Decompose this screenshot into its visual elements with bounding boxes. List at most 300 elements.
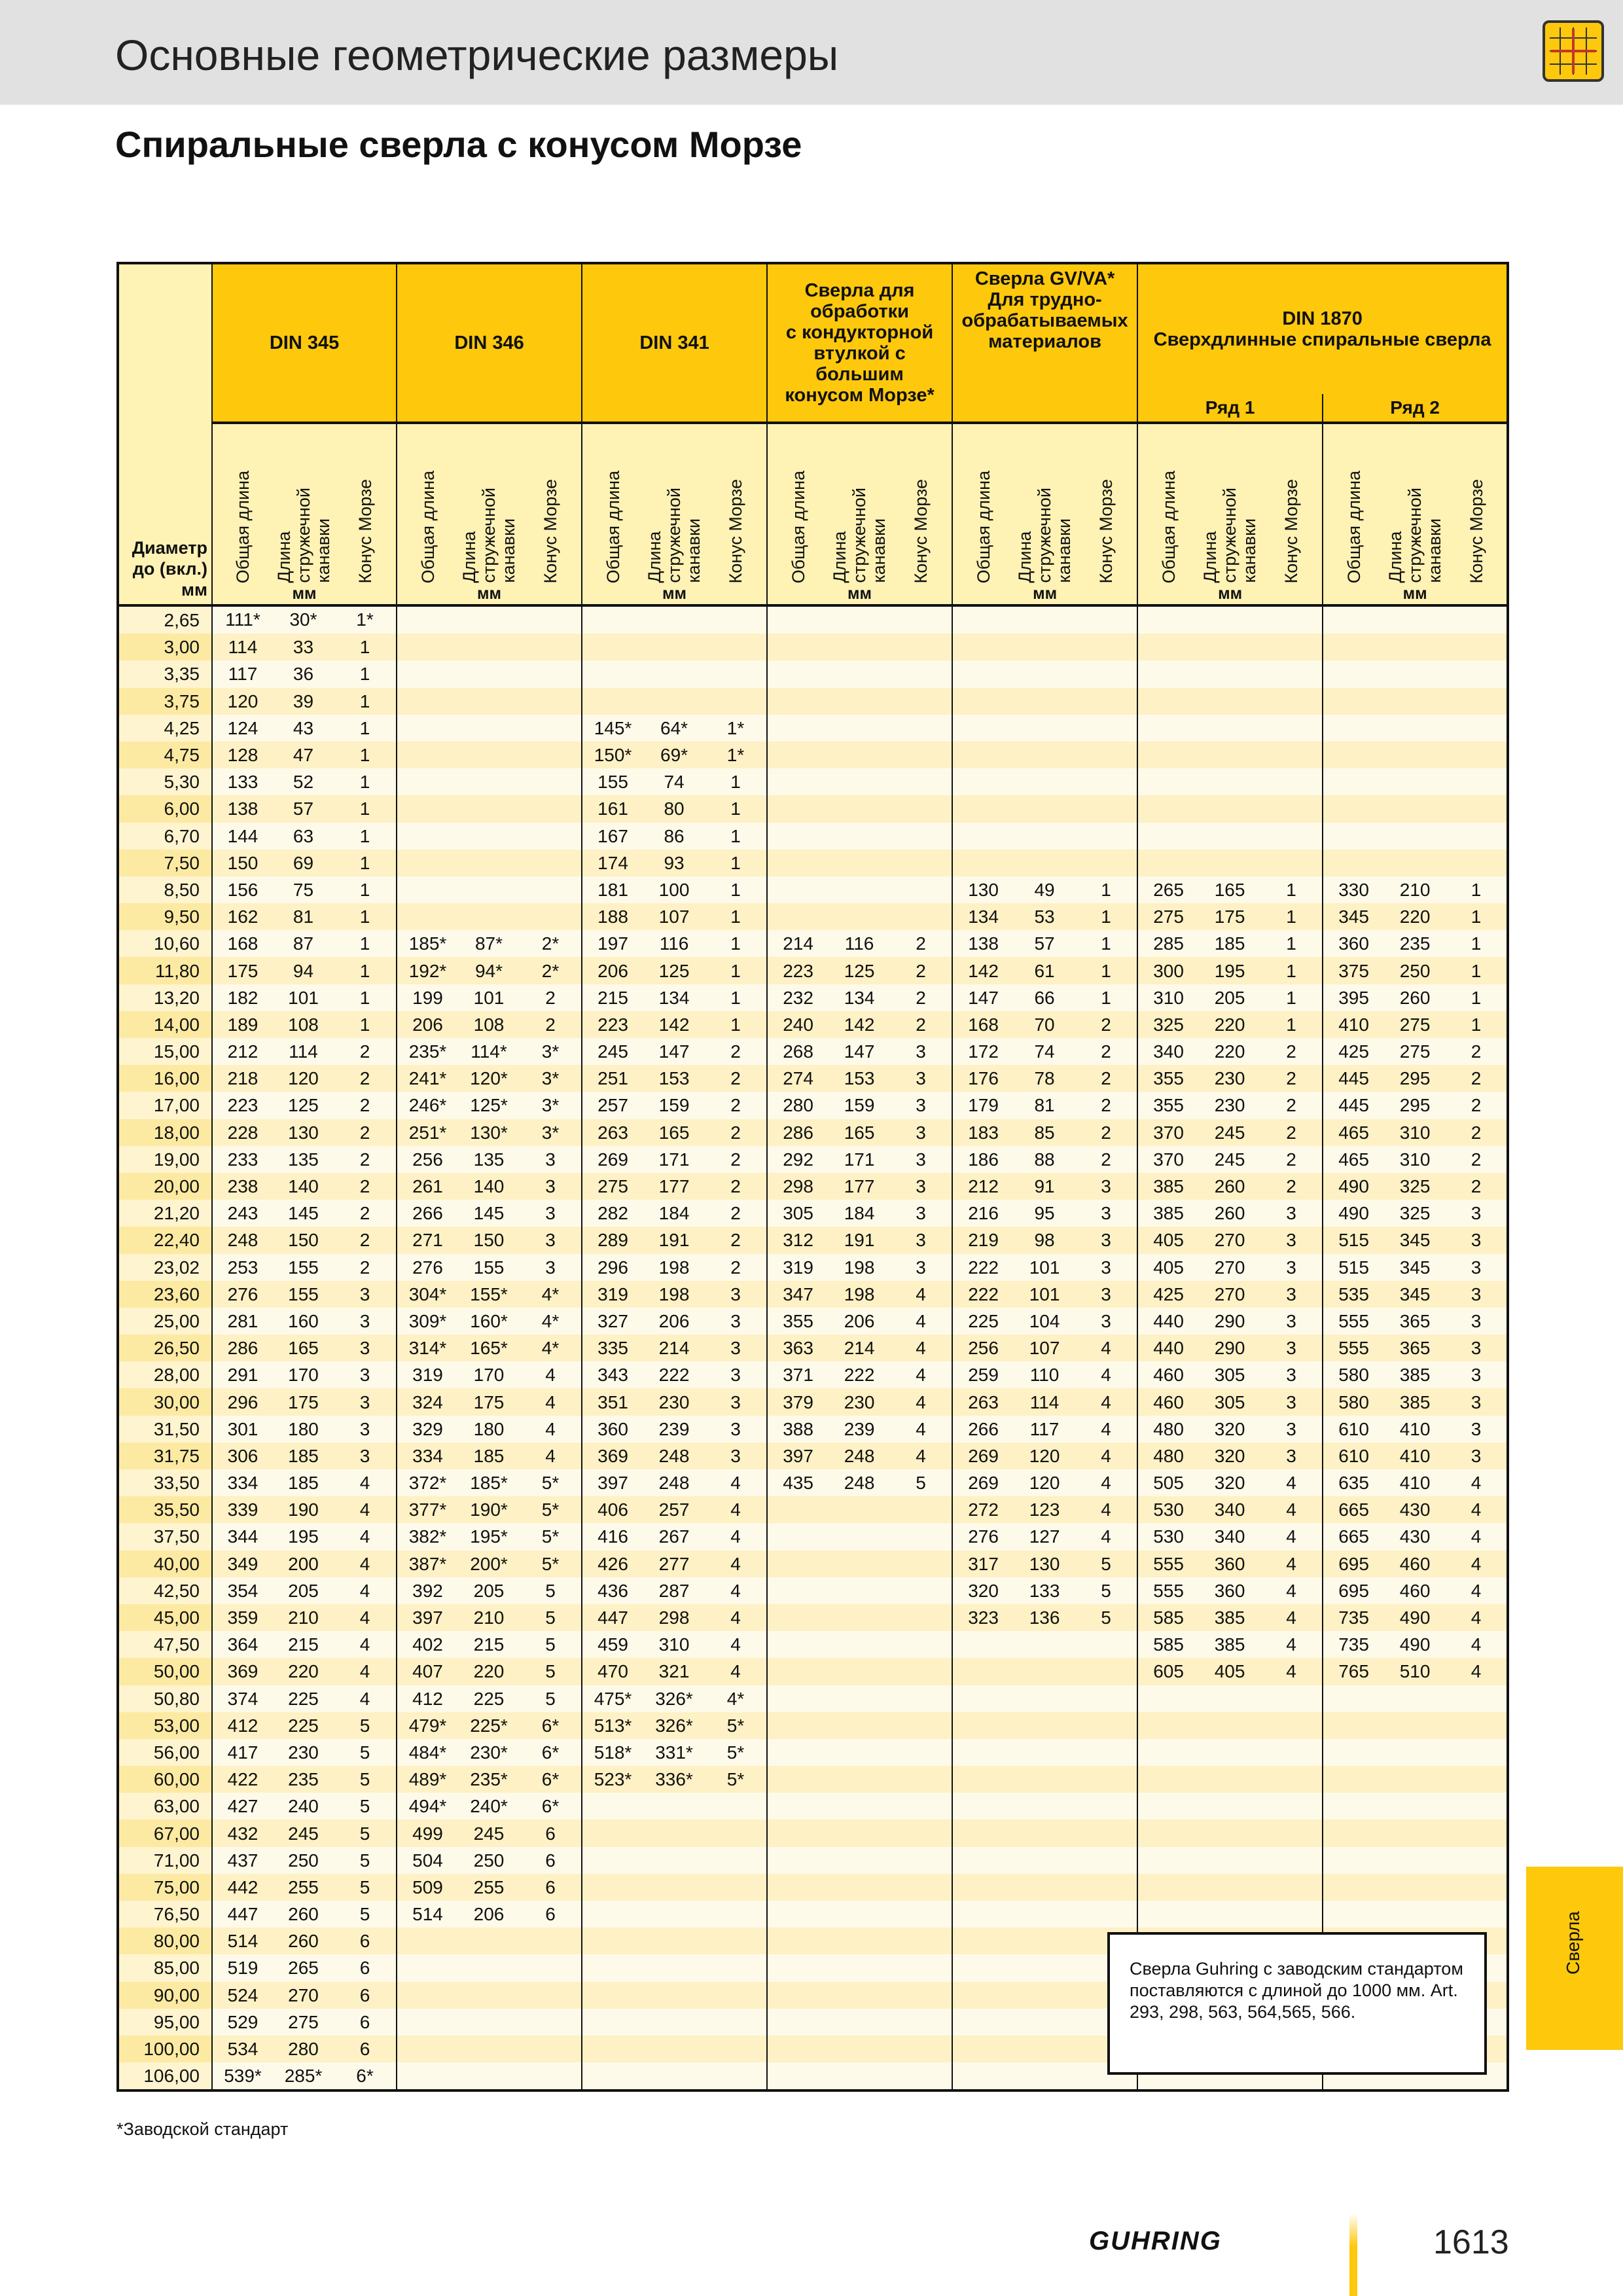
table-row (118, 903, 1508, 930)
value-cell: 156 (212, 876, 273, 903)
value-cell: 319 (397, 1361, 458, 1388)
table-row (118, 1766, 1508, 1793)
value-cell (582, 660, 643, 687)
value-cell: 2 (1446, 1119, 1508, 1146)
value-cell: 2 (1075, 1119, 1137, 1146)
value-cell: 3 (890, 1227, 952, 1253)
value-cell: 1 (1075, 876, 1137, 903)
value-cell (1014, 1982, 1075, 2009)
group-title: Сверхдлинные спиральные сверла (1153, 329, 1491, 350)
value-cell: 3 (1260, 1254, 1323, 1281)
value-cell: 168 (212, 930, 273, 957)
value-cell (397, 634, 458, 660)
diameter-cell: 21,20 (118, 1200, 212, 1227)
value-cell (520, 1982, 582, 2009)
value-cell: 490 (1323, 1200, 1384, 1227)
value-cell (705, 1954, 767, 1981)
value-cell: 4 (1260, 1577, 1323, 1604)
value-cell (1137, 688, 1199, 715)
value-cell (1323, 850, 1384, 876)
value-cell: 275 (582, 1173, 643, 1200)
value-cell (829, 1577, 890, 1604)
value-cell (829, 2009, 890, 2036)
col-header-text: Конус Морзе (541, 478, 561, 583)
group-title: материалов (988, 331, 1101, 352)
value-cell: 3 (1260, 1361, 1323, 1388)
value-cell: 155 (582, 768, 643, 795)
value-cell: 98 (1014, 1227, 1075, 1253)
value-cell: 61 (1014, 957, 1075, 984)
value-cell: 182 (212, 984, 273, 1011)
value-cell: 3 (334, 1308, 397, 1335)
value-cell (1199, 768, 1260, 795)
value-cell (643, 1874, 705, 1901)
col-header-flute-length (1384, 423, 1446, 583)
value-cell: 345 (1384, 1254, 1446, 1281)
value-cell: 49 (1014, 876, 1075, 903)
value-cell (1137, 634, 1199, 660)
value-cell (1014, 715, 1075, 742)
value-cell (890, 1901, 952, 1928)
value-cell: 260 (1199, 1173, 1260, 1200)
value-cell (890, 1685, 952, 1712)
table-row (118, 1523, 1508, 1550)
col-header-total-length (767, 423, 829, 583)
value-cell (890, 1954, 952, 1981)
value-cell: 256 (397, 1146, 458, 1173)
value-cell: 4* (520, 1308, 582, 1335)
value-cell (1075, 742, 1137, 768)
value-cell: 274 (767, 1065, 829, 1092)
value-cell: 324 (397, 1388, 458, 1415)
value-cell (890, 1496, 952, 1523)
col-header-line: канавки (684, 518, 704, 583)
value-cell: 3 (1446, 1416, 1508, 1443)
value-cell (952, 1874, 1014, 1901)
value-cell (829, 768, 890, 795)
value-cell (582, 1928, 643, 1954)
value-cell: 370 (1137, 1119, 1199, 1146)
value-cell: 479* (397, 1712, 458, 1739)
value-cell: 329 (397, 1416, 458, 1443)
value-cell: 412 (212, 1712, 273, 1739)
diameter-cell: 18,00 (118, 1119, 212, 1146)
value-cell: 406 (582, 1496, 643, 1523)
value-cell: 339 (212, 1496, 273, 1523)
value-cell (1323, 795, 1384, 822)
value-cell (829, 850, 890, 876)
value-cell: 81 (273, 903, 334, 930)
value-cell: 125 (273, 1092, 334, 1119)
value-cell: 534 (212, 2036, 273, 2062)
value-cell (582, 1820, 643, 1846)
col-header-line: Длина (645, 531, 665, 583)
value-cell: 75 (273, 876, 334, 903)
value-cell: 170 (273, 1361, 334, 1388)
value-cell (890, 605, 952, 634)
value-cell (1384, 850, 1446, 876)
value-cell: 2 (1446, 1038, 1508, 1065)
value-cell: 124 (212, 715, 273, 742)
value-cell: 223 (212, 1092, 273, 1119)
value-cell: 5 (334, 1874, 397, 1901)
value-cell: 265 (1137, 876, 1199, 903)
value-cell (643, 1820, 705, 1846)
value-cell: 402 (397, 1631, 458, 1658)
value-cell (520, 2036, 582, 2062)
value-cell: 1 (334, 634, 397, 660)
value-cell: 63 (273, 823, 334, 850)
value-cell: 5 (334, 1793, 397, 1820)
value-cell (829, 1658, 890, 1685)
value-cell: 321 (643, 1658, 705, 1685)
table-row (118, 1631, 1508, 1658)
value-cell: 1 (705, 850, 767, 876)
value-cell: 3 (1260, 1200, 1323, 1227)
value-cell: 426 (582, 1551, 643, 1577)
value-cell: 5 (520, 1631, 582, 1658)
value-cell: 509 (397, 1874, 458, 1901)
value-cell: 513* (582, 1712, 643, 1739)
value-cell: 235 (1384, 930, 1446, 957)
value-cell: 2 (520, 984, 582, 1011)
value-cell: 130 (273, 1119, 334, 1146)
value-cell (397, 605, 458, 634)
value-cell (952, 1901, 1014, 1928)
unit-label: мм (397, 583, 582, 605)
brand-logo: GUHRING (1089, 2227, 1222, 2255)
value-cell: 3 (1075, 1173, 1137, 1200)
value-cell: 206 (829, 1308, 890, 1335)
value-cell: 5 (520, 1604, 582, 1631)
value-cell: 116 (829, 930, 890, 957)
value-cell: 3 (334, 1388, 397, 1415)
value-cell: 6 (334, 1954, 397, 1981)
value-cell: 177 (643, 1173, 705, 1200)
value-cell: 230 (1199, 1065, 1260, 1092)
value-cell (1384, 634, 1446, 660)
value-cell: 6* (520, 1712, 582, 1739)
value-cell (952, 1954, 1014, 1981)
value-cell: 518* (582, 1739, 643, 1766)
value-cell: 256 (952, 1335, 1014, 1361)
value-cell (829, 1954, 890, 1981)
value-cell: 225 (952, 1308, 1014, 1335)
value-cell: 3 (705, 1308, 767, 1335)
value-cell: 257 (582, 1092, 643, 1119)
value-cell (1014, 742, 1075, 768)
value-cell (582, 1847, 643, 1874)
value-cell: 230 (1199, 1092, 1260, 1119)
value-cell: 6* (520, 1766, 582, 1793)
value-cell (829, 742, 890, 768)
value-cell: 285* (273, 2062, 334, 2090)
value-cell: 1 (1260, 984, 1323, 1011)
value-cell: 130 (1014, 1551, 1075, 1577)
value-cell: 435 (767, 1469, 829, 1496)
value-cell: 4 (1075, 1496, 1137, 1523)
table-row (118, 1308, 1508, 1335)
value-cell (705, 2062, 767, 2090)
value-cell (1199, 1793, 1260, 1820)
diameter-cell: 13,20 (118, 984, 212, 1011)
value-cell (1199, 742, 1260, 768)
value-cell: 260 (1199, 1200, 1260, 1227)
group-title: DIN 345 (269, 332, 340, 353)
value-cell (1260, 1901, 1323, 1928)
value-cell: 325 (1384, 1173, 1446, 1200)
value-cell: 268 (767, 1038, 829, 1065)
value-cell: 2 (1075, 1146, 1137, 1173)
value-cell (643, 1901, 705, 1928)
value-cell: 3 (1260, 1443, 1323, 1469)
value-cell (1137, 1874, 1199, 1901)
value-cell: 111* (212, 605, 273, 634)
value-cell: 101 (458, 984, 520, 1011)
value-cell: 494* (397, 1793, 458, 1820)
value-cell: 2* (520, 930, 582, 957)
value-cell: 191 (643, 1227, 705, 1253)
value-cell: 165 (1199, 876, 1260, 903)
col-header-line: стружечной (1405, 488, 1425, 583)
col-header-text: Общая длина (603, 470, 623, 583)
value-cell: 218 (212, 1065, 273, 1092)
value-cell (829, 660, 890, 687)
value-cell (458, 823, 520, 850)
diameter-cell: 60,00 (118, 1766, 212, 1793)
value-cell (890, 903, 952, 930)
value-cell: 295 (1384, 1092, 1446, 1119)
value-cell: 385 (1137, 1173, 1199, 1200)
value-cell: 250 (458, 1847, 520, 1874)
value-cell: 5 (334, 1820, 397, 1846)
footnote: *Заводской стандарт (116, 2119, 289, 2139)
value-cell (767, 715, 829, 742)
value-cell: 6 (334, 2009, 397, 2036)
value-cell: 142 (952, 957, 1014, 984)
value-cell (520, 876, 582, 903)
col-header-line: Длина (459, 531, 480, 583)
value-cell: 371 (767, 1361, 829, 1388)
value-cell: 1 (334, 850, 397, 876)
value-cell: 5 (334, 1901, 397, 1928)
value-cell (767, 1901, 829, 1928)
value-cell (1384, 1712, 1446, 1739)
table-row (118, 1604, 1508, 1631)
value-cell: 222 (829, 1361, 890, 1388)
value-cell: 430 (1384, 1496, 1446, 1523)
value-cell: 114 (212, 634, 273, 660)
value-cell (1446, 605, 1508, 634)
col-header-text: Общая длина (1344, 470, 1364, 583)
value-cell: 3 (890, 1173, 952, 1200)
value-cell (643, 660, 705, 687)
value-cell: 4 (334, 1658, 397, 1685)
value-cell: 167 (582, 823, 643, 850)
value-cell (1384, 715, 1446, 742)
value-cell (952, 605, 1014, 634)
value-cell (520, 768, 582, 795)
value-cell: 195 (1199, 957, 1260, 984)
value-cell: 515 (1323, 1254, 1384, 1281)
col-header-flute-length (1014, 423, 1075, 583)
value-cell: 220 (1199, 1038, 1260, 1065)
value-cell (952, 1766, 1014, 1793)
value-cell: 228 (212, 1119, 273, 1146)
value-cell: 405 (1137, 1254, 1199, 1281)
table-row (118, 1065, 1508, 1092)
value-cell (520, 903, 582, 930)
table-row (118, 1146, 1508, 1173)
value-cell (1199, 660, 1260, 687)
value-cell (890, 768, 952, 795)
value-cell (767, 1604, 829, 1631)
value-cell (890, 1982, 952, 2009)
value-cell: 3 (1075, 1227, 1137, 1253)
value-cell: 430 (1384, 1523, 1446, 1550)
value-cell (1014, 2062, 1075, 2090)
value-cell: 3 (705, 1281, 767, 1308)
value-cell: 199 (397, 984, 458, 1011)
value-cell (520, 605, 582, 634)
value-cell: 6 (520, 1847, 582, 1874)
table-row (118, 1469, 1508, 1496)
value-cell: 309* (397, 1308, 458, 1335)
value-cell (1384, 768, 1446, 795)
value-cell (1137, 768, 1199, 795)
value-cell (397, 768, 458, 795)
value-cell (1137, 605, 1199, 634)
value-cell: 220 (1199, 1011, 1260, 1038)
value-cell (1075, 1901, 1137, 1928)
value-cell: 465 (1323, 1119, 1384, 1146)
value-cell (582, 1901, 643, 1928)
value-cell: 94 (273, 957, 334, 984)
diameter-cell: 40,00 (118, 1551, 212, 1577)
value-cell: 220 (1384, 903, 1446, 930)
value-cell (1384, 605, 1446, 634)
value-cell: 4 (1446, 1658, 1508, 1685)
value-cell (1323, 1901, 1384, 1928)
value-cell (397, 876, 458, 903)
value-cell: 5* (520, 1469, 582, 1496)
value-cell: 270 (1199, 1227, 1260, 1253)
value-cell: 240 (273, 1793, 334, 1820)
value-cell: 2 (705, 1227, 767, 1253)
value-cell: 248 (829, 1469, 890, 1496)
value-cell: 735 (1323, 1631, 1384, 1658)
value-cell: 230 (273, 1739, 334, 1766)
spec-table-wrapper (116, 262, 1507, 2109)
value-cell: 397 (582, 1469, 643, 1496)
value-cell (1199, 634, 1260, 660)
value-cell (767, 2036, 829, 2062)
value-cell: 459 (582, 1631, 643, 1658)
value-cell: 2 (334, 1065, 397, 1092)
value-cell (829, 1982, 890, 2009)
value-cell (829, 2062, 890, 2090)
value-cell: 3 (334, 1416, 397, 1443)
value-cell (1014, 768, 1075, 795)
value-cell: 2 (1260, 1146, 1323, 1173)
value-cell: 519 (212, 1954, 273, 1981)
value-cell: 1 (705, 903, 767, 930)
value-cell: 176 (952, 1065, 1014, 1092)
value-cell: 235 (273, 1766, 334, 1793)
value-cell: 243 (212, 1200, 273, 1227)
value-cell (1137, 1766, 1199, 1793)
value-cell: 134 (643, 984, 705, 1011)
value-cell: 155 (273, 1254, 334, 1281)
diameter-cell: 7,50 (118, 850, 212, 876)
value-cell: 3 (1446, 1361, 1508, 1388)
value-cell: 1 (1446, 984, 1508, 1011)
value-cell (1446, 795, 1508, 822)
value-cell (1014, 1631, 1075, 1658)
table-row (118, 1388, 1508, 1415)
value-cell: 344 (212, 1523, 273, 1550)
value-cell: 162 (212, 903, 273, 930)
table-row (118, 768, 1508, 795)
value-cell: 198 (643, 1254, 705, 1281)
value-cell: 3 (520, 1146, 582, 1173)
value-cell (952, 1982, 1014, 2009)
value-cell (1075, 715, 1137, 742)
value-cell: 3 (705, 1416, 767, 1443)
value-cell: 269 (952, 1469, 1014, 1496)
value-cell (890, 823, 952, 850)
value-cell (890, 634, 952, 660)
value-cell: 385 (1199, 1604, 1260, 1631)
value-cell (1260, 1793, 1323, 1820)
value-cell: 230 (643, 1388, 705, 1415)
value-cell (458, 634, 520, 660)
value-cell: 70 (1014, 1011, 1075, 1038)
value-cell: 2 (1260, 1173, 1323, 1200)
table-row (118, 1793, 1508, 1820)
table-row (118, 823, 1508, 850)
value-cell (767, 1739, 829, 1766)
value-cell (1075, 1820, 1137, 1846)
value-cell: 405 (1199, 1658, 1260, 1685)
value-cell: 147 (829, 1038, 890, 1065)
diameter-cell: 14,00 (118, 1011, 212, 1038)
value-cell (1199, 1874, 1260, 1901)
value-cell: 4 (1260, 1496, 1323, 1523)
value-cell: 5 (520, 1658, 582, 1685)
value-cell: 3 (705, 1335, 767, 1361)
value-cell: 3 (890, 1254, 952, 1281)
value-cell: 222 (952, 1281, 1014, 1308)
value-cell (520, 715, 582, 742)
value-cell (1384, 1739, 1446, 1766)
value-cell (1323, 742, 1384, 768)
value-cell (1446, 1874, 1508, 1901)
value-cell: 312 (767, 1227, 829, 1253)
value-cell (890, 2009, 952, 2036)
value-cell (1199, 795, 1260, 822)
value-cell (1014, 1712, 1075, 1739)
unit-label: мм (767, 583, 952, 605)
value-cell (1260, 1739, 1323, 1766)
table-row (118, 605, 1508, 634)
value-cell: 214 (767, 930, 829, 957)
value-cell: 1 (1260, 1011, 1323, 1038)
diameter-cell: 47,50 (118, 1631, 212, 1658)
group-title: Сверла для (804, 280, 915, 301)
value-cell: 447 (212, 1901, 273, 1928)
value-cell: 345 (1323, 903, 1384, 930)
